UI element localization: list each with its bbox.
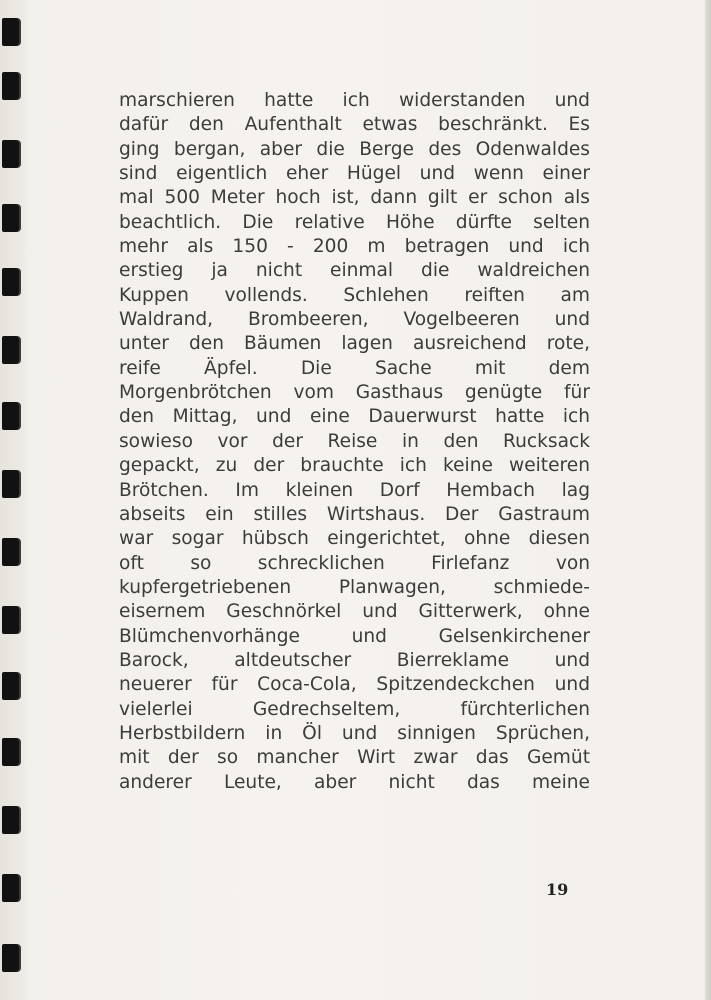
binding-hole bbox=[2, 18, 19, 46]
text-line: oft so schrecklichen Firlefanz von bbox=[119, 552, 590, 574]
text-line: Morgenbrötchen vom Gasthaus genügte für bbox=[119, 382, 590, 404]
text-line: mal 500 Meter hoch ist, dann gilt er schon als bbox=[119, 187, 590, 209]
text-line: erstieg ja nicht einmal die waldreichen bbox=[119, 260, 590, 282]
text-line: gepackt, zu der brauchte ich keine weiteren bbox=[119, 455, 590, 477]
binding-hole bbox=[2, 140, 19, 168]
text-line: Waldrand, Brombeeren, Vogelbeeren und bbox=[119, 309, 590, 331]
text-line: Herbstbildern in Öl und sinnigen Sprüchen, bbox=[119, 722, 590, 744]
text-line: neuerer für Coca-Cola, Spitzendeckchen und bbox=[119, 674, 590, 696]
binding-hole bbox=[2, 738, 19, 766]
binding-hole bbox=[2, 470, 19, 498]
text-line: unter den Bäumen lagen ausreichend rote, bbox=[119, 333, 590, 355]
page-edge bbox=[705, 0, 711, 1000]
binding-hole bbox=[2, 72, 19, 100]
binding-hole bbox=[2, 874, 19, 902]
binding-hole bbox=[2, 538, 19, 566]
binding-hole bbox=[2, 204, 19, 232]
binding-hole bbox=[2, 944, 19, 972]
binding-hole bbox=[2, 806, 19, 834]
text-line: dafür den Aufenthalt etwas beschränkt. Es bbox=[119, 114, 590, 136]
spiral-binding bbox=[0, 0, 26, 1000]
text-line: Kuppen vollends. Schlehen reiften am bbox=[119, 284, 590, 306]
binding-hole bbox=[2, 336, 19, 364]
text-line: marschieren hatte ich widerstanden und bbox=[119, 90, 590, 111]
text-line: abseits ein stilles Wirtshaus. Der Gastraum bbox=[119, 503, 590, 525]
text-line: kupfergetriebenen Planwagen, schmiede- bbox=[119, 576, 590, 598]
body-text bbox=[119, 89, 590, 795]
text-line: anderer Leute, aber nicht das meine bbox=[119, 771, 590, 793]
text-line: reife Äpfel. Die Sache mit dem bbox=[119, 357, 590, 379]
binding-hole bbox=[2, 402, 19, 430]
text-line: den Mittag, und eine Dauerwurst hatte ich bbox=[119, 406, 590, 428]
text-line: ging bergan, aber die Berge des Odenwaldes bbox=[119, 138, 590, 160]
text-line: Brötchen. Im kleinen Dorf Hembach lag bbox=[119, 479, 590, 501]
text-line: beachtlich. Die relative Höhe dürfte selten bbox=[119, 211, 590, 233]
text-line: sowieso vor der Reise in den Rucksack bbox=[119, 430, 590, 452]
text-line: vielerlei Gedrechseltem, fürchterlichen bbox=[119, 698, 590, 720]
binding-hole bbox=[2, 268, 19, 296]
text-line: mehr als 150 - 200 m betragen und ich bbox=[119, 236, 590, 258]
page-number: 19 bbox=[546, 880, 569, 899]
text-line: war sogar hübsch eingerichtet, ohne diesen bbox=[119, 528, 590, 550]
text-line: mit der so mancher Wirt zwar das Gemüt bbox=[119, 747, 590, 769]
text-line: Barock, altdeutscher Bierreklame und bbox=[119, 649, 590, 671]
text-line: eisernem Geschnörkel und Gitterwerk, ohne bbox=[119, 601, 590, 623]
binding-hole bbox=[2, 606, 19, 634]
text-line: Blümchenvorhänge und Gelsenkirchener bbox=[119, 625, 590, 647]
binding-hole bbox=[2, 672, 19, 700]
text-line: sind eigentlich eher Hügel und wenn einer bbox=[119, 163, 590, 185]
